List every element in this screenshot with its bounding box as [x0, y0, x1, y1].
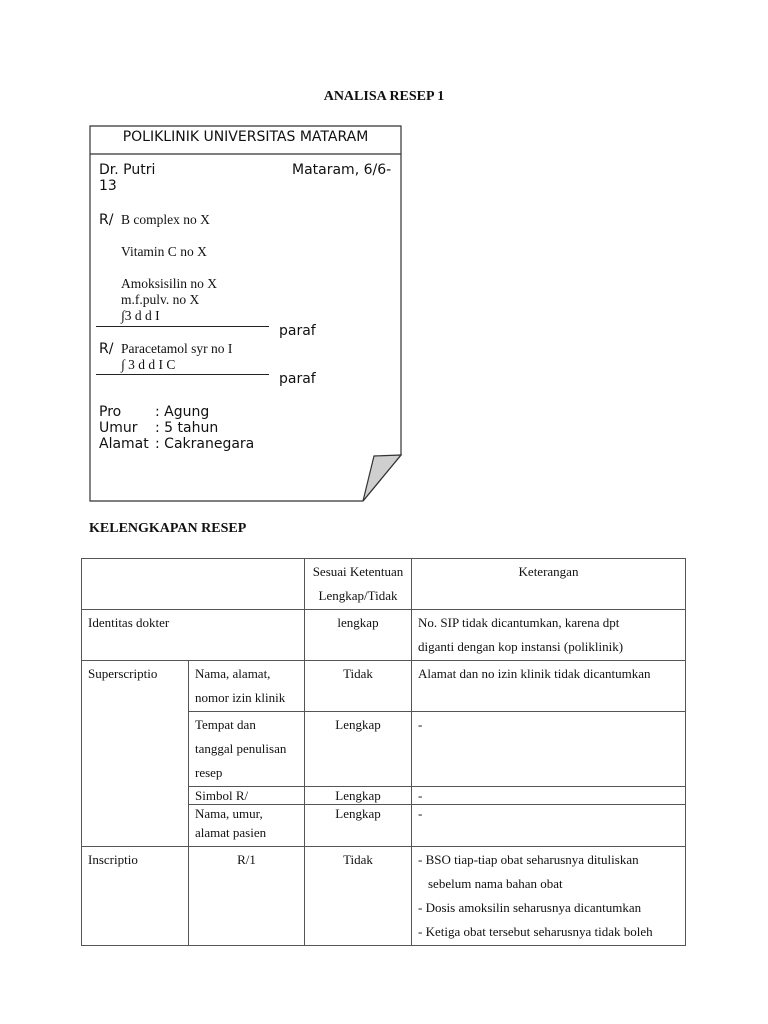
- rx2-separator: [96, 374, 269, 375]
- table-row: [82, 610, 686, 661]
- item-line: tanggal penulisan: [195, 741, 287, 756]
- table-header-row: [82, 559, 686, 610]
- rx1-item-amoksisilin: Amoksisilin no X: [121, 276, 218, 291]
- table-row: [82, 661, 686, 712]
- inscriptio-item: R/1: [189, 847, 305, 946]
- header-status-line1: Sesuai Ketentuan: [312, 564, 404, 579]
- document-title: ANALISA RESEP 1: [323, 89, 445, 104]
- patient-age-value: : 5 tahun: [155, 420, 219, 436]
- header-empty-cell: [82, 559, 305, 610]
- item-line: Nama, alamat,: [195, 666, 271, 681]
- rx1-item-b-complex: B complex no X: [121, 212, 210, 227]
- superscriptio-note: -: [412, 787, 686, 805]
- superscriptio-status: Lengkap: [305, 787, 412, 805]
- rx2-symbol: R/: [99, 341, 114, 357]
- rx1-paraf: paraf: [279, 323, 316, 339]
- clinic-name: POLIKLINIK UNIVERSITAS MATARAM: [122, 129, 369, 145]
- completeness-table: [81, 558, 686, 946]
- superscriptio-note: Alamat dan no izin klinik tidak dicantumkan: [412, 661, 686, 712]
- patient-address-label: Alamat: [99, 436, 149, 452]
- inscriptio-label: Inscriptio: [82, 847, 189, 946]
- doctor-name: Dr. Putri: [99, 162, 156, 178]
- item-line: Nama, umur,: [195, 806, 263, 821]
- inscriptio-note-line: - Ketiga obat tersebut seharusnya tidak boleh: [418, 924, 653, 939]
- rx1-symbol: R/: [99, 212, 114, 228]
- rx1-item-vitamin-c: Vitamin C no X: [121, 244, 207, 259]
- superscriptio-label: Superscriptio: [82, 661, 189, 847]
- rx2-signa: ∫ 3 d d I C: [121, 357, 176, 372]
- prescription-card: [89, 125, 402, 502]
- header-status: [305, 559, 412, 610]
- identitas-note-line1: No. SIP tidak dicantumkan, karena dpt: [418, 615, 620, 630]
- patient-name-label: Pro: [99, 404, 122, 420]
- identitas-note-line2: diganti dengan kop instansi (poliklinik): [418, 639, 624, 654]
- superscriptio-item: [189, 712, 305, 787]
- superscriptio-item: [189, 661, 305, 712]
- place-date: Mataram, 6/6-: [292, 162, 392, 178]
- identitas-label: Identitas dokter: [82, 610, 305, 661]
- inscriptio-note-line: sebelum nama bahan obat: [428, 876, 563, 891]
- inscriptio-note-line: - Dosis amoksilin seharusnya dicantumkan: [418, 900, 642, 915]
- patient-age-label: Umur: [99, 420, 138, 436]
- item-line: resep: [195, 765, 223, 780]
- inscriptio-note-line: - BSO tiap-tiap obat seharusnya dituliskan: [418, 852, 639, 867]
- section-title: KELENGKAPAN RESEP: [89, 521, 247, 536]
- rx2-paraf: paraf: [279, 371, 316, 387]
- header-status-line2: Lengkap/Tidak: [318, 588, 398, 603]
- rx1-compounding: m.f.pulv. no X: [121, 292, 200, 307]
- header-keterangan: Keterangan: [412, 559, 686, 610]
- identitas-note: [412, 610, 686, 661]
- superscriptio-status: Lengkap: [305, 805, 412, 847]
- superscriptio-status: Lengkap: [305, 712, 412, 787]
- superscriptio-status: Tidak: [305, 661, 412, 712]
- inscriptio-status: Tidak: [305, 847, 412, 946]
- superscriptio-item: Simbol R/: [189, 787, 305, 805]
- inscriptio-note: [412, 847, 686, 946]
- item-line: nomor izin klinik: [195, 690, 286, 705]
- table-row: [82, 847, 686, 946]
- superscriptio-note: -: [412, 805, 686, 847]
- identitas-status: lengkap: [305, 610, 412, 661]
- item-line: Tempat dan: [195, 717, 256, 732]
- rx2-item-paracetamol: Paracetamol syr no I: [121, 341, 233, 356]
- superscriptio-note: -: [412, 712, 686, 787]
- date-continuation: 13: [99, 178, 117, 194]
- rx1-separator: [96, 326, 269, 327]
- superscriptio-item: [189, 805, 305, 847]
- patient-name-value: : Agung: [155, 404, 210, 420]
- item-line: alamat pasien: [195, 825, 267, 840]
- patient-address-value: : Cakranegara: [155, 436, 255, 452]
- rx1-signa: ∫3 d d I: [121, 308, 160, 323]
